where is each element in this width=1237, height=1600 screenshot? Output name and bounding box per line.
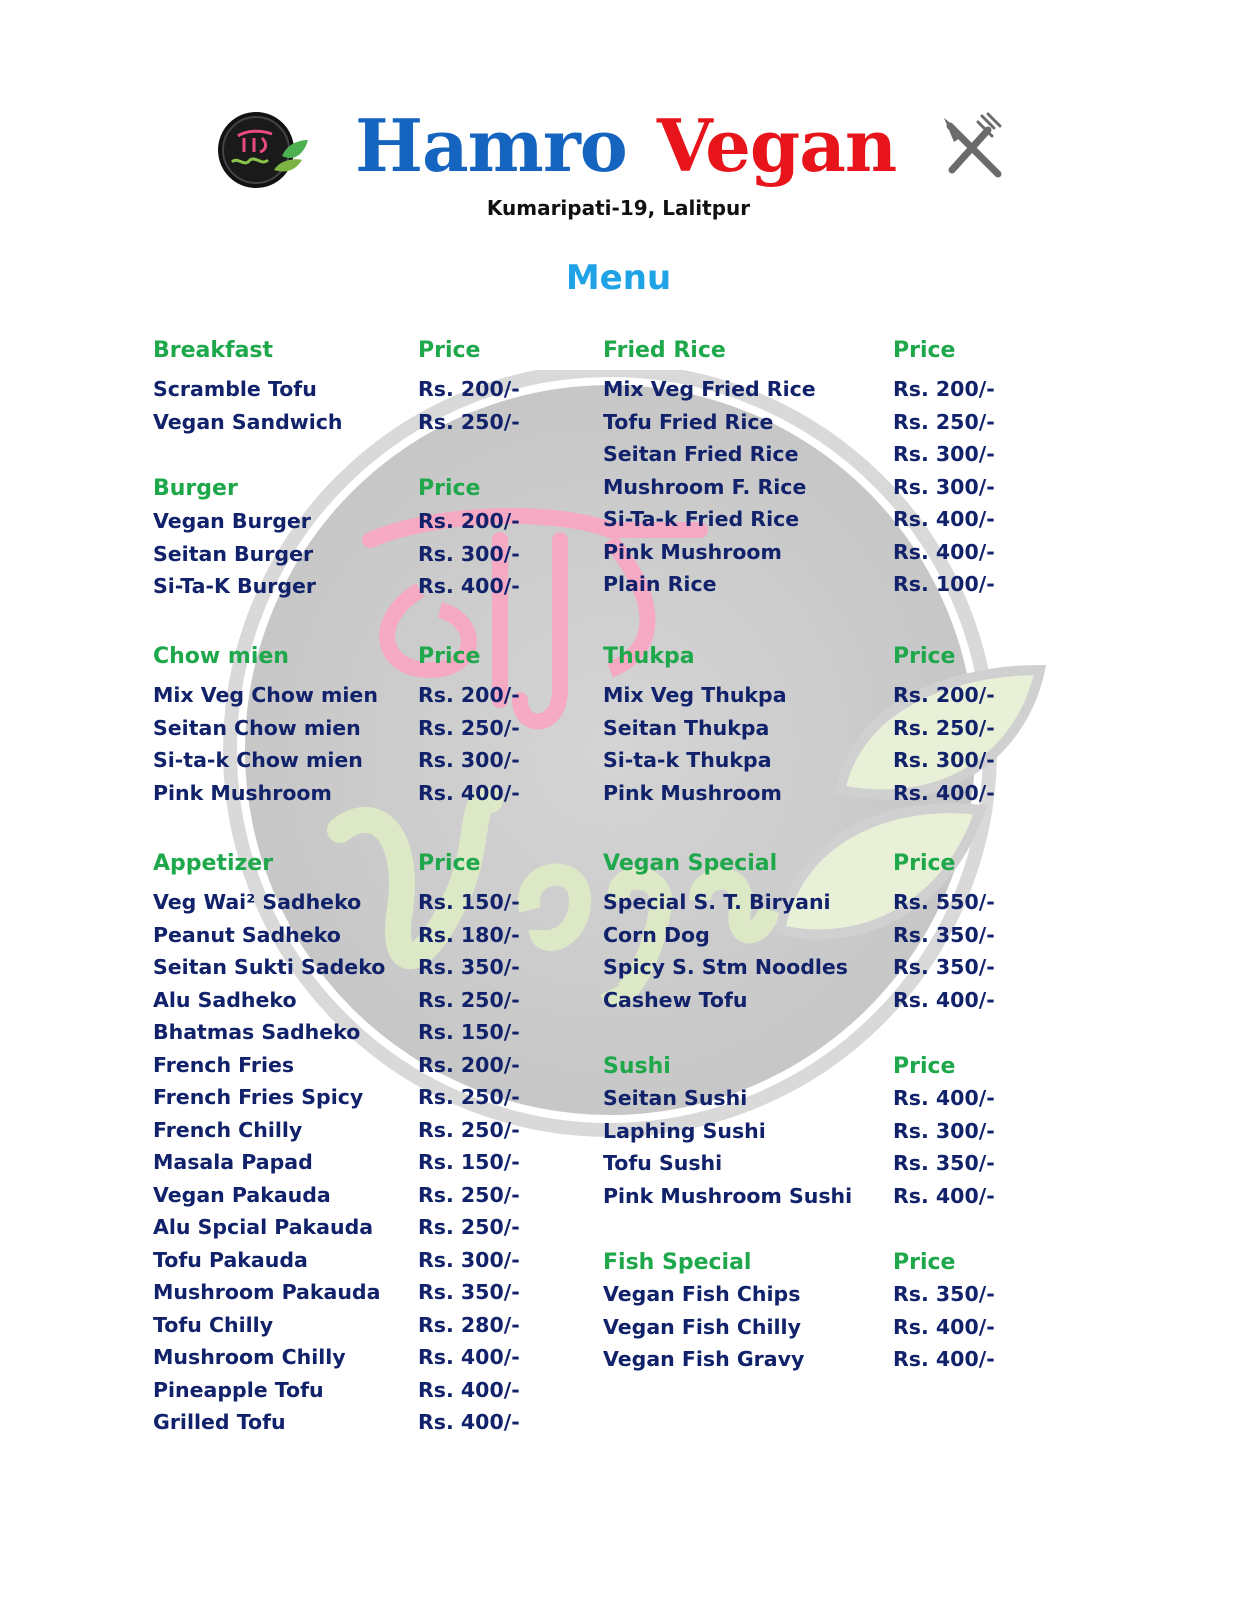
menu-item	[603, 778, 1023, 811]
menu-item	[603, 504, 1023, 537]
menu-item	[603, 1116, 1023, 1149]
menu-item	[153, 887, 573, 920]
menu-item	[603, 537, 1023, 570]
item-price: Rs. 200/-	[418, 683, 520, 707]
item-name: Vegan Pakauda	[153, 1182, 331, 1207]
item-name: Pink Mushroom	[153, 780, 332, 805]
menu-item	[603, 1148, 1023, 1181]
item-name: Veg Wai² Sadheko	[153, 890, 362, 914]
section-title: Chow mien	[153, 644, 289, 669]
brand-word-hamro: Hamro	[355, 103, 627, 188]
item-name: Seitan Fried Rice	[603, 442, 799, 466]
menu-item	[153, 713, 573, 746]
menu-item	[603, 407, 1023, 440]
item-name: Scramble Tofu	[153, 377, 317, 401]
price-label: Price	[418, 476, 481, 501]
section-header	[153, 849, 573, 887]
item-price: Rs. 150/-	[418, 1020, 520, 1044]
menu-item	[153, 1310, 573, 1343]
item-name: Pineapple Tofu	[153, 1377, 324, 1402]
item-price: Rs. 100/-	[893, 572, 995, 596]
menu-item	[603, 1181, 1023, 1214]
item-name: Si-ta-k Thukpa	[603, 748, 772, 772]
item-name: Pink Mushroom	[603, 539, 782, 564]
section-header	[603, 642, 1023, 680]
item-name: Vegan Fish Gravy	[603, 1347, 805, 1371]
menu-item	[153, 407, 573, 440]
item-name: Tofu Fried Rice	[603, 409, 774, 434]
item-name: Seitan Thukpa	[603, 715, 770, 740]
item-price: Rs. 400/-	[893, 780, 995, 805]
item-price: Rs. 300/-	[893, 442, 995, 466]
fork-knife-icon	[938, 112, 1008, 182]
item-price: Rs. 400/-	[893, 1347, 995, 1371]
item-name: Bhatmas Sadheko	[153, 1020, 361, 1044]
item-price: Rs. 350/-	[893, 1151, 995, 1175]
item-name: Alu Sadheko	[153, 987, 297, 1012]
item-name: Vegan Fish Chilly	[603, 1314, 801, 1339]
item-price: Rs. 400/-	[893, 1314, 995, 1339]
menu-item	[153, 1180, 573, 1213]
item-name: Si-Ta-k Fried Rice	[603, 507, 800, 531]
menu-item	[603, 952, 1023, 985]
section-title: Fish Special	[603, 1250, 752, 1275]
price-label: Price	[893, 1054, 956, 1079]
item-price: Rs. 400/-	[418, 574, 520, 598]
item-name: Vegan Burger	[153, 509, 311, 533]
item-name: Si-Ta-K Burger	[153, 574, 317, 598]
item-price: Rs. 250/-	[418, 1215, 520, 1239]
item-name: Pink Mushroom Sushi	[603, 1183, 853, 1208]
item-price: Rs. 200/-	[893, 683, 995, 707]
item-name: French Fries Spicy	[153, 1085, 364, 1109]
item-price: Rs. 200/-	[418, 1052, 520, 1077]
item-name: Masala Papad	[153, 1150, 313, 1174]
item-price: Rs. 400/-	[893, 539, 995, 564]
menu-item	[153, 1212, 573, 1245]
item-name: Tofu Chilly	[153, 1312, 274, 1337]
item-price: Rs. 150/-	[418, 890, 520, 914]
menu-title: Menu	[565, 258, 672, 298]
item-price: Rs. 300/-	[893, 474, 995, 499]
section-fish-special	[603, 1248, 1023, 1377]
menu-item	[153, 1115, 573, 1148]
price-label: Price	[893, 1250, 956, 1275]
menu-item	[603, 887, 1023, 920]
item-price: Rs. 250/-	[418, 1085, 520, 1109]
item-name: Seitan Sukti Sadeko	[153, 955, 386, 979]
item-price: Rs. 400/-	[893, 1183, 995, 1208]
section-thukpa	[603, 642, 1023, 810]
item-price: Rs. 250/-	[418, 1117, 520, 1142]
menu-item	[603, 374, 1023, 407]
item-name: Spicy S. Stm Noodles	[603, 955, 848, 979]
item-price: Rs. 350/-	[418, 955, 520, 979]
section-title: Breakfast	[153, 338, 274, 363]
menu-item	[153, 1050, 573, 1083]
price-label: Price	[893, 338, 956, 363]
item-price: Rs. 400/-	[893, 507, 995, 531]
item-price: Rs. 180/-	[418, 922, 520, 947]
item-name: French Chilly	[153, 1117, 303, 1142]
item-price: Rs. 250/-	[418, 987, 520, 1012]
price-label: Price	[418, 338, 481, 363]
menu-item	[603, 1312, 1023, 1345]
brand-word-vegan: Vegan	[656, 103, 897, 188]
menu-item	[603, 680, 1023, 713]
item-name: Vegan Sandwich	[153, 409, 343, 434]
item-price: Rs. 280/-	[418, 1312, 520, 1337]
menu-item	[153, 1017, 573, 1050]
menu-item	[153, 571, 573, 604]
menu-item	[153, 1082, 573, 1115]
item-name: Laphing Sushi	[603, 1118, 766, 1143]
item-name: Mix Veg Chow mien	[153, 683, 378, 707]
menu-item	[153, 1342, 573, 1375]
price-label: Price	[418, 644, 481, 669]
section-title: Thukpa	[603, 644, 695, 669]
item-price: Rs. 250/-	[893, 715, 995, 740]
item-name: Vegan Fish Chips	[603, 1282, 801, 1306]
item-price: Rs. 250/-	[418, 409, 520, 434]
section-header	[153, 642, 573, 680]
menu-item	[603, 985, 1023, 1018]
menu-item	[603, 1279, 1023, 1312]
item-name: Tofu Pakauda	[153, 1247, 308, 1272]
menu-item	[603, 745, 1023, 778]
item-price: Rs. 150/-	[418, 1150, 520, 1174]
menu-header	[0, 100, 1237, 230]
menu-item	[153, 1407, 573, 1440]
section-breakfast	[153, 336, 573, 439]
item-price: Rs. 200/-	[418, 377, 520, 401]
section-vegan-special	[603, 849, 1023, 1017]
section-title: Sushi	[603, 1054, 671, 1079]
section-sushi	[603, 1052, 1023, 1213]
item-price: Rs. 550/-	[893, 890, 995, 914]
menu-item	[153, 745, 573, 778]
menu-item	[153, 1375, 573, 1408]
item-price: Rs. 400/-	[418, 780, 520, 805]
menu-item	[603, 713, 1023, 746]
item-price: Rs. 200/-	[418, 509, 520, 533]
menu-item	[153, 1277, 573, 1310]
item-price: Rs. 250/-	[893, 409, 995, 434]
item-price: Rs. 300/-	[893, 1118, 995, 1143]
menu-item	[603, 439, 1023, 472]
price-label: Price	[893, 644, 956, 669]
item-name: Mix Veg Thukpa	[603, 683, 787, 707]
section-header	[603, 336, 1023, 374]
item-name: Tofu Sushi	[603, 1151, 723, 1175]
item-name: Pink Mushroom	[603, 780, 782, 805]
section-appetizer	[153, 849, 573, 1440]
item-price: Rs. 400/-	[418, 1410, 520, 1434]
item-name: Plain Rice	[603, 572, 717, 596]
item-price: Rs. 250/-	[418, 1182, 520, 1207]
item-name: Si-ta-k Chow mien	[153, 748, 363, 772]
item-name: Peanut Sadheko	[153, 922, 341, 947]
menu-item	[153, 1147, 573, 1180]
item-name: French Fries	[153, 1052, 295, 1077]
section-header	[603, 1248, 1023, 1279]
item-name: Mix Veg Fried Rice	[603, 377, 816, 401]
item-name: Grilled Tofu	[153, 1410, 286, 1434]
menu-item	[603, 569, 1023, 602]
menu-item	[153, 920, 573, 953]
item-price: Rs. 300/-	[418, 541, 520, 566]
item-price: Rs. 400/-	[893, 987, 995, 1012]
item-name: Corn Dog	[603, 922, 710, 947]
section-fried-rice	[603, 336, 1023, 602]
item-price: Rs. 400/-	[418, 1377, 520, 1402]
address: Kumaripati-19, Lalitpur	[486, 196, 751, 220]
restaurant-name	[355, 100, 896, 192]
item-price: Rs. 350/-	[893, 955, 995, 979]
item-name: Mushroom Pakauda	[153, 1280, 381, 1304]
item-price: Rs. 300/-	[418, 748, 520, 772]
item-price: Rs. 350/-	[893, 1282, 995, 1306]
menu-item	[153, 952, 573, 985]
menu-item	[603, 472, 1023, 505]
item-name: Cashew Tofu	[603, 987, 748, 1012]
item-price: Rs. 200/-	[893, 377, 995, 401]
item-name: Seitan Chow mien	[153, 715, 361, 740]
section-title: Fried Rice	[603, 338, 726, 363]
item-name: Seitan Burger	[153, 541, 314, 566]
menu-item	[153, 985, 573, 1018]
section-header	[153, 336, 573, 374]
item-price: Rs. 400/-	[418, 1345, 520, 1369]
section-header	[153, 474, 573, 506]
item-price: Rs. 250/-	[418, 715, 520, 740]
item-price: Rs. 400/-	[893, 1086, 995, 1110]
menu-item	[153, 506, 573, 539]
price-label: Price	[893, 851, 956, 876]
section-header	[603, 1052, 1023, 1083]
item-name: Alu Spcial Pakauda	[153, 1215, 374, 1239]
menu-item	[153, 539, 573, 572]
item-price: Rs. 350/-	[893, 922, 995, 947]
item-name: Seitan Sushi	[603, 1086, 748, 1110]
section-burger	[153, 474, 573, 604]
menu-item	[603, 1344, 1023, 1377]
menu-item	[603, 1083, 1023, 1116]
hamro-vegan-logo-icon	[210, 106, 310, 190]
price-label: Price	[418, 851, 481, 876]
item-price: Rs. 350/-	[418, 1280, 520, 1304]
menu-item	[153, 778, 573, 811]
section-title: Burger	[153, 476, 238, 501]
menu-item	[153, 1245, 573, 1278]
section-header	[603, 849, 1023, 887]
item-price: Rs. 300/-	[418, 1247, 520, 1272]
section-title: Vegan Special	[603, 851, 778, 876]
menu-item	[153, 680, 573, 713]
menu-item	[603, 920, 1023, 953]
section-title: Appetizer	[153, 851, 274, 876]
item-name: Special S. T. Biryani	[603, 890, 831, 914]
item-price: Rs. 300/-	[893, 748, 995, 772]
item-name: Mushroom Chilly	[153, 1345, 346, 1369]
section-chowmien	[153, 642, 573, 810]
menu-item	[153, 374, 573, 407]
item-name: Mushroom F. Rice	[603, 474, 807, 499]
